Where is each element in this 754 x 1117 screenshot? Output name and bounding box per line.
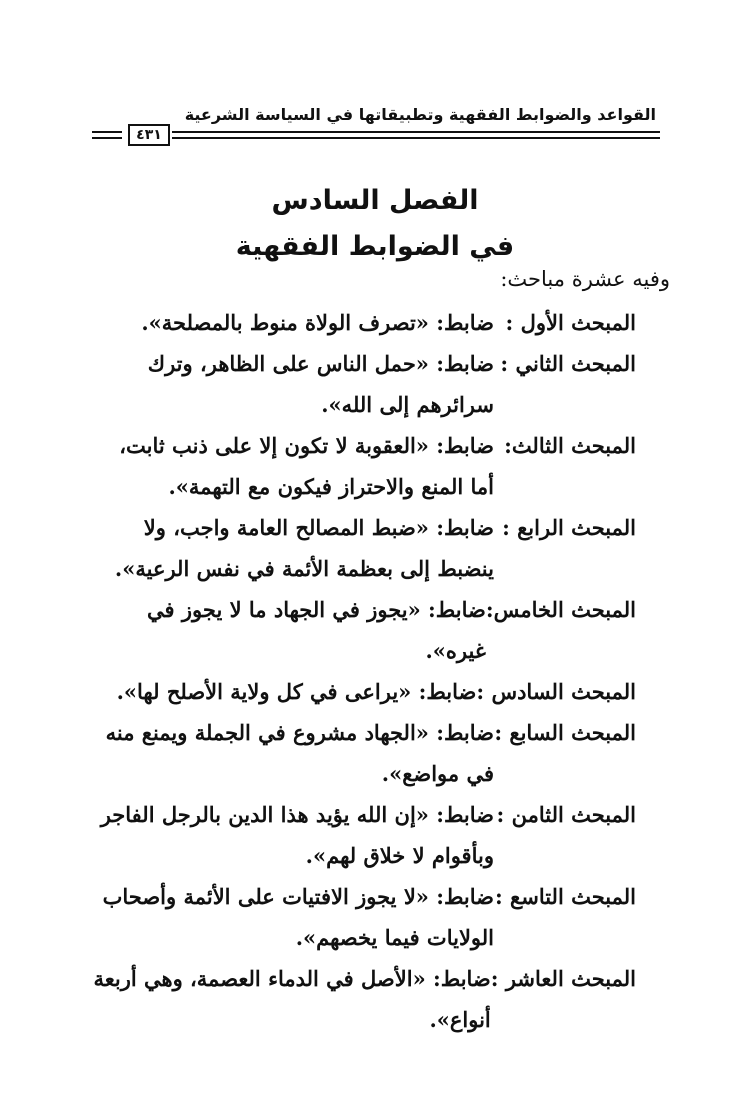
section-text: ضابط: «لا يجوز الافتيات على الأئمة وأصحاب الولايات فيما يخصهم».: [102, 884, 494, 950]
section-item: [90, 302, 636, 343]
header-dash: [92, 131, 122, 133]
chapter-subtitle: في الضوابط الفقهية: [235, 231, 515, 262]
section-label: المبحث الثاني :: [500, 351, 636, 376]
page-number: ٤٣١: [128, 124, 170, 146]
chapter-heading: [90, 178, 660, 270]
section-text: ضابط: «يراعى في كل ولاية الأصلح لها».: [116, 679, 477, 704]
section-item: [90, 343, 636, 425]
section-item: [90, 712, 636, 794]
intro-text: وفيه عشرة مباحث:: [500, 267, 670, 291]
section-label: المبحث الرابع :: [502, 515, 636, 540]
section-text: ضابط: «الأصل في الدماء العصمة، وهي أربعة أنواع».: [93, 966, 491, 1032]
section-label: المبحث الثامن :: [496, 802, 636, 827]
section-item: [90, 589, 636, 671]
header-dash: [92, 137, 122, 139]
section-text: ضابط: «يجوز في الجهاد ما لا يجوز في غيره».: [147, 597, 486, 663]
section-label: المبحث التاسع :: [494, 884, 636, 909]
section-item: [90, 958, 636, 1040]
section-label: المبحث السابع :: [494, 720, 636, 745]
section-label: المبحث السادس :: [476, 679, 636, 704]
section-text: ضابط: «إن الله يؤيد هذا الدين بالرجل الفاجر وبأقوام لا خلاق لهم».: [100, 802, 494, 868]
header-rule: [172, 137, 660, 139]
section-text: ضابط: «حمل الناس على الظاهر، وترك سرائرهم إلى الله».: [147, 351, 494, 417]
section-label: المبحث العاشر :: [490, 966, 636, 991]
section-item: [90, 425, 636, 507]
section-item: [90, 794, 636, 876]
chapter-title: الفصل السادس: [271, 185, 479, 216]
running-title: القواعد والضوابط الفقهية وتطبيقاتها في السياسة الشرعية: [184, 105, 656, 124]
page-header: [90, 104, 660, 150]
section-item: [90, 876, 636, 958]
header-rule: [172, 131, 660, 133]
section-label: المبحث الثالث:: [504, 433, 636, 458]
section-label: المبحث الخامس:: [485, 597, 636, 622]
sections-list: [90, 302, 636, 1040]
section-text: ضابط: «تصرف الولاة منوط بالمصلحة».: [141, 310, 494, 335]
section-item: [90, 507, 636, 589]
section-item: [90, 671, 636, 712]
section-text: ضابط: «الجهاد مشروع في الجملة ويمنع منه في مواضع».: [105, 720, 494, 786]
section-text: ضابط: «ضبط المصالح العامة واجب، ولا ينضبط إلى بعظمة الأئمة في نفس الرعية».: [114, 515, 494, 581]
section-text: ضابط: «العقوبة لا تكون إلا على ذنب ثابت، أما المنع والاحتراز فيكون مع التهمة».: [119, 433, 494, 499]
section-label: المبحث الأول :: [505, 310, 636, 335]
